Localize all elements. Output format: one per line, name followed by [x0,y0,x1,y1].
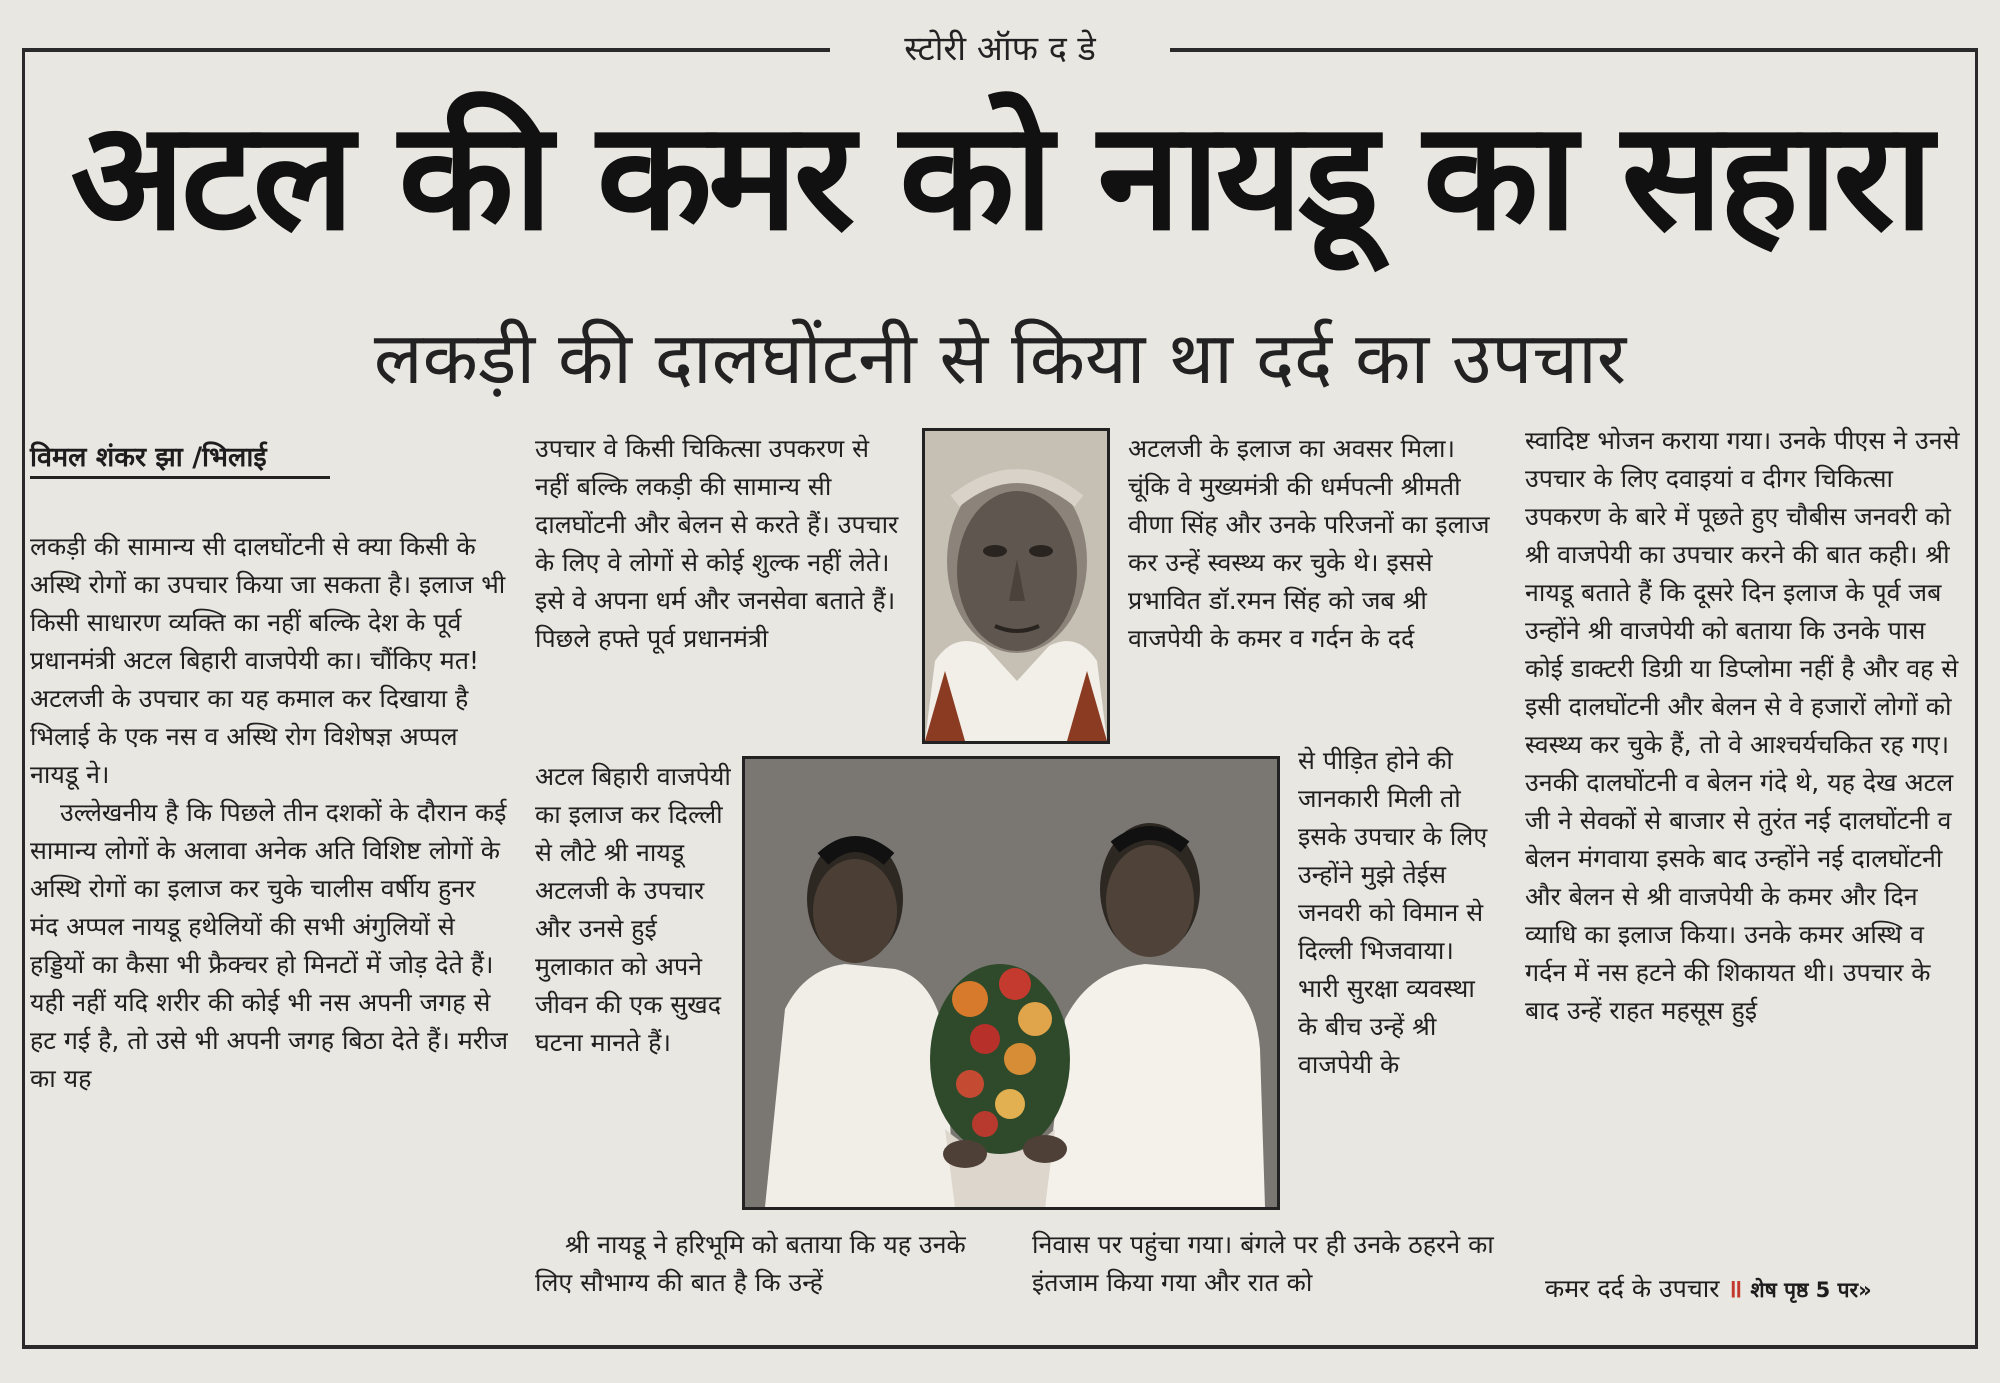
article-column-3-bottom: निवास पर पहुंचा गया। बंगले पर ही उनके ठहरने का इंतजाम किया गया और रात को [1032,1230,1494,1297]
top-rule-left [22,48,830,52]
headline: अटल की कमर को नायडू का सहारा [70,90,1930,264]
article-column-1 [30,528,508,1328]
group-photo [742,756,1280,1210]
portrait-image [925,431,1107,741]
continuation-bars: ॥ [1727,1274,1743,1303]
top-rule-right [1170,48,1978,52]
byline: विमल शंकर झा /भिलाई [30,442,267,473]
article-column-4: स्वादिष्ट भोजन कराया गया। उनके पीएस ने उनसे उपचार के लिए दवाइयां व दीगर चिकित्सा उपकरण के बारे में पूछते हुए चौबीस जनवरी को श्री वाजपेयी का उपचार करने की बात कही। श्री नायडू बताते हैं कि दूसरे दिन इलाज के पूर्व जब उन्होंने श्री वाजपेयी को बताया कि उनके पास कोई डाक्टरी डिग्री या डिप्लोमा नहीं है और वह से इसी दालघोंटनी और बेलन से वे हजारों लोगों को स्वस्थ्य कर चुके हैं, तो वे आश्चर्यचकित रह गए। उनकी दालघोंटनी व बेलन गंदे थे, यह देख अटल जी ने सेवकों से बाजार से तुरंत नई दालघोंटनी व बेलन मंगवाया इसके बाद उन्होंने नई दालघोंटनी और बेलन से श्री वाजपेयी के कमर और दिन व्याधि का इलाज किया। उनके कमर अस्थि व गर्दन में नस हटने की शिकायत थी। उपचार के बाद उन्हें राहत महसूस हुई [1525,426,1960,1025]
bottom-rule [22,1345,1978,1349]
byline-underline [30,476,330,479]
continuation-text: कमर दर्द के उपचार [1545,1274,1720,1303]
left-border [22,48,25,1348]
article-column-3-top: अटलजी के इलाज का अवसर मिला। चूंकि वे मुख्यमंत्री की धर्मपत्नी श्रीमती वीणा सिंह और उनके परिजनों का इलाज कर उन्हें स्वस्थ्य कर चुके थे। इससे प्रभावित डॉ.रमन सिंह को जब श्री वाजपेयी के कमर व गर्दन के दर्द [1128,434,1490,653]
portrait-photo [922,428,1110,744]
article-column-2-wrap: अटल बिहारी वाजपेयी का इलाज कर दिल्ली से लौटे श्री नायडू अटलजी के उपचार और उनसे हुई मुलाकात को अपने जीवन की एक सुखद घटना मानते हैं। [535,762,731,1057]
article-column-3-wrap: से पीड़ित होने की जानकारी मिली तो इसके उपचार के लिए उन्होंने मुझे तेईस जनवरी को विमान से दिल्ली भिजवाया। भारी सुरक्षा व्यवस्था के बीच उन्हें श्री वाजपेयी के [1298,746,1488,1079]
subheadline: लकड़ी की दालघोंटनी से किया था दर्द का उपचार [373,316,1627,400]
paragraph-intro: लकड़ी की सामान्य सी दालघोंटनी से क्या किसी के अस्थि रोगों का उपचार किया जा सकता है। इलाज भी किसी साधारण व्यक्ति का नहीं बल्कि देश के पूर्व प्रधानमंत्री अटल बिहारी वाजपेयी का। चौंकिए मत! अटलजी के उपचार का यह कमाल कर दिखाया है भिलाई के एक नस व अस्थि रोग विशेषज्ञ अप्पल नायडू ने। [30,532,506,789]
continuation-line [1545,1270,1990,1308]
kicker-label: स्टोरी ऑफ द डे [830,18,1170,80]
right-border [1975,48,1978,1348]
article-column-2-top: उपचार वे किसी चिकित्सा उपकरण से नहीं बल्कि लकड़ी की सामान्य सी दालघोंटनी और बेलन से करते हैं। उपचार के लिए वे लोगों से कोई शुल्क नहीं लेते। इसे वे अपना धर्म और जनसेवा बताते हैं। पिछले हफ्ते पूर्व प्रधानमंत्री [535,434,899,653]
group-photo-image [745,759,1277,1207]
paragraph-second: उल्लेखनीय है कि पिछले तीन दशकों के दौरान कई सामान्य लोगों के अलावा अनेक अति विशिष्ट लोगों के अस्थि रोगों का इलाज कर चुके चालीस वर्षीय हुनर मंद अप्पल नायडू हथेलियों की सभी अंगुलियों से हड्डियों का कैसा भी फ्रैक्चर हो मिनटों में जोड़ देते हैं। यही नहीं यदि शरीर की कोई भी नस अपनी जगह से हट गई है, तो उसे भी अपनी जगह बिठा देते हैं। मरीज का यह [30,798,508,1093]
page-jump-label: शेष पृष्ठ 5 पर» [1750,1278,1872,1302]
article-column-2-bottom: श्री नायडू ने हरिभूमि को बताया कि यह उनके लिए सौभाग्य की बात है कि उन्हें [535,1230,966,1297]
